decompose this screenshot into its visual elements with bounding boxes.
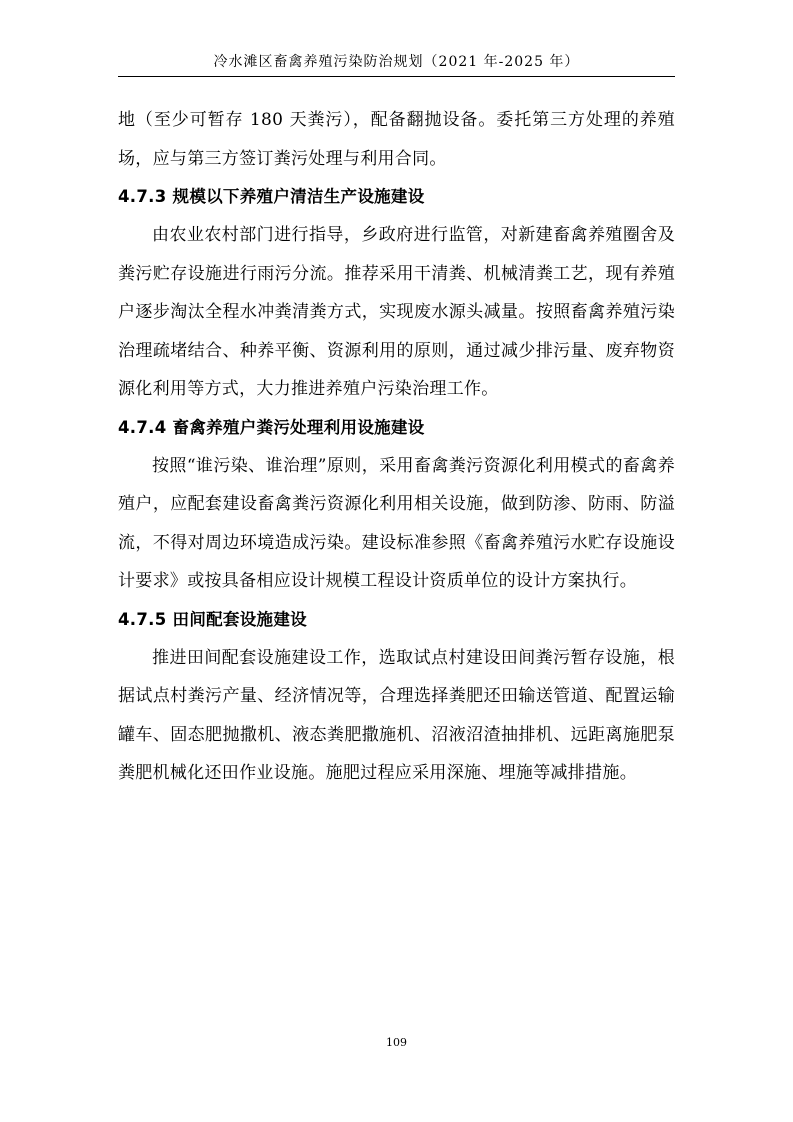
paragraph-4-7-3: 由农业农村部门进行指导，乡政府进行监管，对新建畜禽养殖圈舍及粪污贮存设施进行雨污分流。推荐采用干清粪、机械清粪工艺，现有养殖户逐步淘汰全程水冲粪清粪方式，实现废水源头减量。按照畜禽养殖污染治理疏堵结合、种养平衡、资源利用的原则，通过减少排污量、废弃物资源化利用等方式，大力推进养殖户污染治理工作。 [118,225,675,399]
document-body [118,101,675,793]
paragraph-4-7-5: 推进田间配套设施建设工作，选取试点村建设田间粪污暂存设施，根据试点村粪污产量、经济情况等，合理选择粪肥还田输送管道、配置运输罐车、固态肥抛撒机、液态粪肥撒施机、沼液沼渣抽排机、远距离施肥泵粪肥机械化还田作业设施。施肥过程应采用深施、埋施等减排措施。 [118,647,675,783]
running-header: 冷水滩区畜禽养殖污染防治规划（2021 年-2025 年） [213,54,580,70]
section-heading-4-7-3: 4.7.3 规模以下养殖户清洁生产设施建设 [118,187,425,206]
section-heading-4-7-5: 4.7.5 田间配套设施建设 [118,609,307,629]
paragraph-4-7-4: 按照“谁污染、谁治理”原则，采用畜禽粪污资源化利用模式的畜禽养殖户，应配套建设畜禽粪污资源化利用相关设施，做到防渗、防雨、防溢流，不得对周边环境造成污染。建设标准参照《畜禽养殖污水贮存设施设计要求》或按具备相应设计规模工程设计资质单位的设计方案执行。 [118,455,675,591]
paragraph-continued: 地（至少可暂存 180 天粪污），配备翻抛设备。委托第三方处理的养殖场，应与第三方签订粪污处理与利用合同。 [118,110,675,169]
header-divider [118,76,675,77]
page-number: 109 [386,1036,407,1049]
section-heading-4-7-4: 4.7.4 畜禽养殖户粪污处理利用设施建设 [118,417,425,437]
